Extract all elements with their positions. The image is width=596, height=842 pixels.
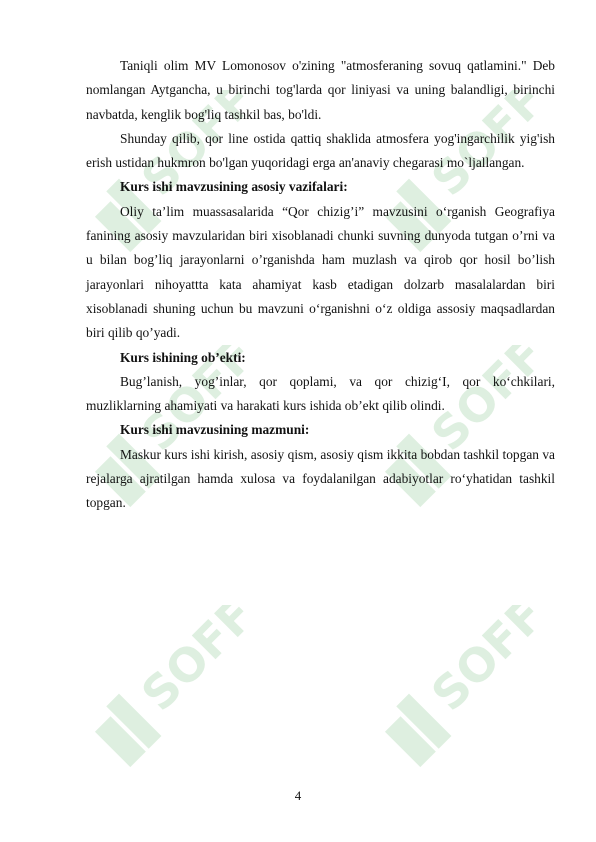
svg-text:SOFF: SOFF xyxy=(421,345,540,462)
page-number: 4 xyxy=(294,788,302,803)
svg-text:SOFF: SOFF xyxy=(131,605,250,722)
paragraph: Maskur kurs ishi kirish, asosiy qism, asosiy qism ikkita bobdan tashkil topgan va rejalarga ajratilgan hamda xulosa va foydalanilgan adabiyotlar ro‘yhatidan tashkil topgan. xyxy=(86,446,555,511)
paragraph: Oliy ta’lim muassasalarida “Qor chizig’i” mavzusini o‘rganish Geografiya fanining asosiy mavzularidan biri xisoblanadi chunki suvning dunyoda tutgan o’rni va u bilan bog’liq jarayonlarni o’rganishda ham muzlash va qirob qor hosil bo’lish jarayonlari nihoyattta kata ahamiyat kasb etadigan dolzarb masalalardan biri xisoblanadi shuning uchun bu mavzuni o‘rganishni o‘z oldiga assosiy maqsadlardan biri qilib qo’yadi. xyxy=(86,203,555,341)
svg-text:SOFF: SOFF xyxy=(131,345,250,462)
svg-text:SOFF: SOFF xyxy=(421,90,540,207)
paragraph: Taniqli olim MV Lomonosov o'zining "atmosferaning sovuq qatlamini." Deb nomlangan Aytgancha, u birinchi tog'larda qor liniyasi va uning balandligi, birinchi navbatda, kenglik bog'liq tashkil bas, bo'ldi. xyxy=(86,58,555,122)
section-heading: Kurs ishi mavzusining asosiy vazifalari: xyxy=(120,179,348,195)
section-heading: Kurs ishi mavzusining mazmuni: xyxy=(120,422,310,438)
watermark-logo-icon xyxy=(70,605,250,785)
body-text xyxy=(86,54,555,516)
paragraph: Bug’lanish, yog’inlar, qor qoplami, va qor chizig‘I, qor ko‘chkilari, muzliklarning ahamiyati va harakati kurs ishida ob’ekt qilib olindi. xyxy=(86,373,555,414)
svg-text:SOFF: SOFF xyxy=(421,605,540,722)
watermark-logo-icon xyxy=(360,605,540,785)
svg-text:SOFF: SOFF xyxy=(131,90,250,207)
paragraph: Shunday qilib, qor line ostida qattiq shaklida atmosfera yog'ingarchilik yig'ish erish ustidan hukmron bo'lgan yuqoridagi erga an'anaviy chegarasi mo`ljallangan. xyxy=(86,130,555,171)
section-heading: Kurs ishining ob’ekti: xyxy=(120,349,246,365)
